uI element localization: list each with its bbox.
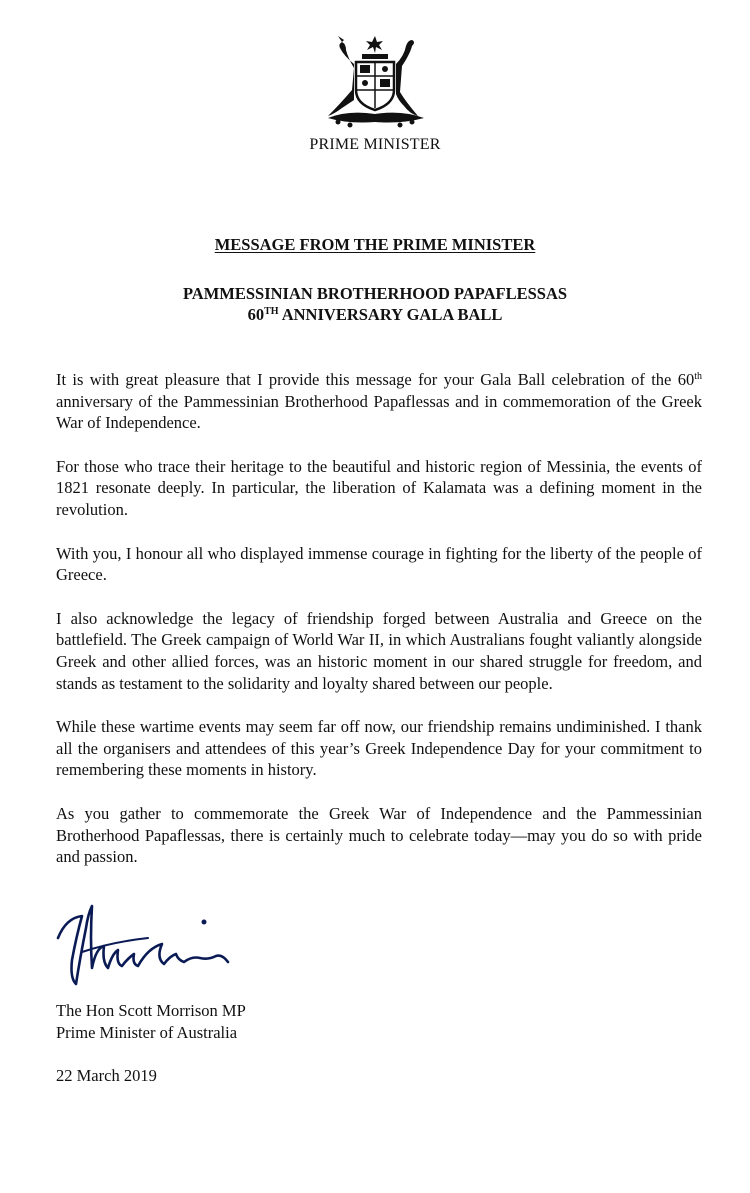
paragraph-6: As you gather to commemorate the Greek War of Independence and the Pammessinian Brotherhood Papaflessas, there is certainly much to celebrate today—may you do so with pride and passion. — [56, 803, 702, 867]
coat-of-arms-icon — [318, 34, 432, 130]
paragraph-1-number: 60 — [677, 370, 695, 389]
letter-date: 22 March 2019 — [56, 1066, 157, 1085]
office-title: PRIME MINISTER — [309, 136, 441, 153]
anniversary-title-rest: ANNIVERSARY GALA BALL — [278, 305, 503, 324]
signatory-block — [56, 1000, 246, 1043]
paragraph-2: For those who trace their heritage to the beautiful and historic region of Messinia, the events of 1821 resonate deeply. In particular, the liberation of Kalamata was a defining moment in the revolution. — [56, 456, 702, 519]
event-title — [0, 283, 750, 325]
signatory-title: Prime Minister of Australia — [56, 1022, 238, 1042]
paragraph-5: While these wartime events may seem far off now, our friendship remains undiminished. I thank all the organisers and attendees of this year’s Greek Independence Day for your commitment to remembering these moments in history. — [56, 717, 702, 780]
paragraph-1-end: anniversary of the Pammessinian Brotherhood Papaflessas and in commemoration of the Greek War of Independence. — [56, 391, 702, 433]
event-title-line-1: PAMMESSINIAN BROTHERHOOD PAPAFLESSAS — [182, 284, 568, 303]
signature-icon — [52, 898, 252, 994]
anniversary-number: 60 — [247, 305, 265, 324]
paragraph-3: With you, I honour all who displayed immense courage in fighting for the liberty of the people of Greece. — [56, 543, 702, 585]
event-title-line-2 — [0, 304, 750, 325]
message-body — [56, 369, 702, 890]
signatory-name: The Hon Scott Morrison MP — [56, 1001, 246, 1020]
paragraph-1 — [56, 369, 702, 434]
paragraph-1-start: It is with great pleasure that I provide this message for your Gala Ball celebration of the — [56, 370, 678, 389]
paragraph-1-ordinal-suffix: th — [694, 371, 702, 382]
anniversary-ordinal-suffix: TH — [264, 306, 279, 317]
message-heading: MESSAGE FROM THE PRIME MINISTER — [214, 235, 536, 254]
paragraph-4: I also acknowledge the legacy of friendship forged between Australia and Greece on the battlefield. The Greek campaign of World War II, in which Australians fought valiantly alongside Greek and other allied forces, was an historic moment in our shared struggle for freedom, and stands as testament to the solidarity and loyalty shared between our people. — [56, 608, 702, 693]
